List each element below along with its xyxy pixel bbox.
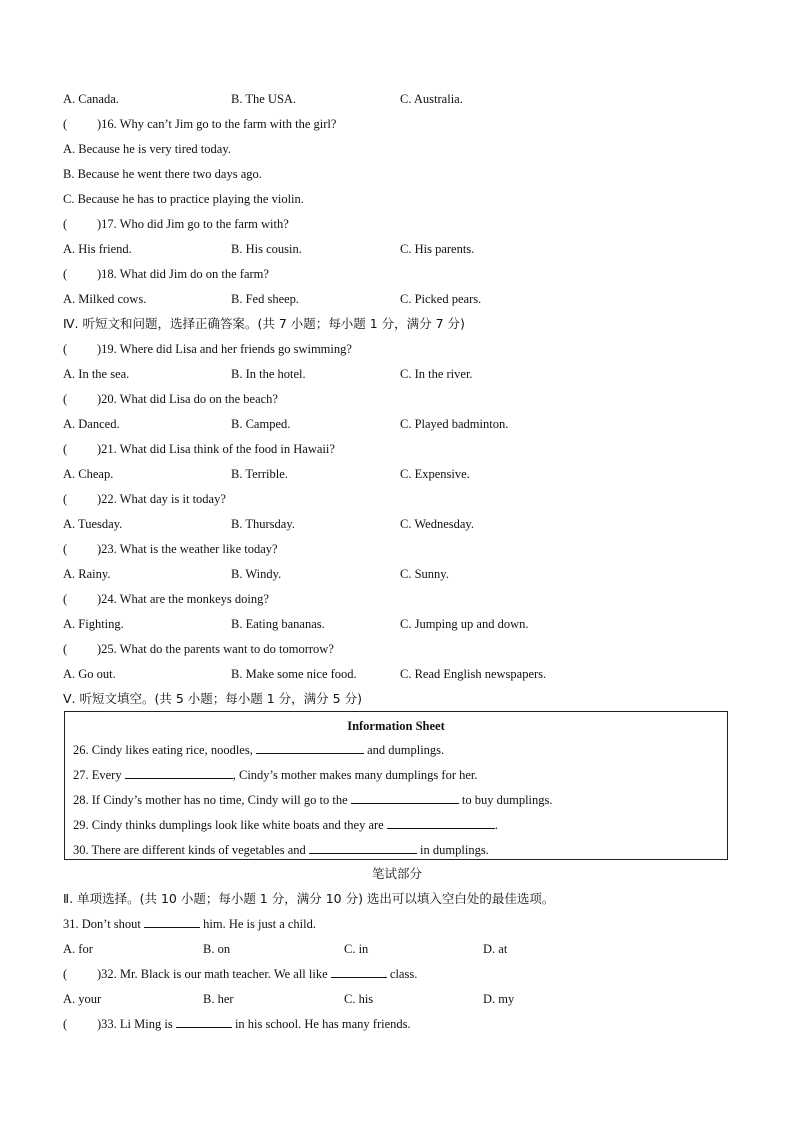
q32-stem: ( )32. Mr. Black is our math teacher. We all like class. <box>63 964 417 984</box>
q22-option-b: B. Thursday. <box>231 517 295 531</box>
q16-option-b: B. Because he went there two days ago. <box>63 167 262 181</box>
section-4-heading: Ⅳ. 听短文和问题，选择正确答案。(共 7 小题；每小题 1 分，满分 7 分) <box>63 316 465 331</box>
q29-line: 29. Cindy thinks dumplings look like white boats and they are . <box>73 818 498 832</box>
answer-paren[interactable]: ( <box>63 542 68 556</box>
q24-option-c: C. Jumping up and down. <box>400 617 529 631</box>
q22-stem: ( )22. What day is it today? <box>63 489 226 509</box>
q28-blank[interactable] <box>351 791 459 804</box>
q18-option-b: B. Fed sheep. <box>231 292 300 306</box>
q33-stem: ( )33. Li Ming is in his school. He has many friends. <box>63 1014 411 1034</box>
q32-option-b: B. her <box>203 992 234 1006</box>
q24-option-b: B. Eating bananas. <box>231 617 325 631</box>
q31-blank[interactable] <box>144 915 200 928</box>
q31-option-d: D. at <box>483 942 508 956</box>
q19-option-a: A. In the sea. <box>63 367 130 381</box>
information-sheet-title: Information Sheet <box>347 719 445 733</box>
q19-option-b: B. In the hotel. <box>231 367 306 381</box>
q23-stem: ( )23. What is the weather like today? <box>63 539 278 559</box>
q17-option-a: A. His friend. <box>63 242 132 256</box>
answer-paren[interactable]: ( <box>63 442 68 456</box>
q26-blank[interactable] <box>256 741 364 754</box>
q31-option-a: A. for <box>63 942 93 956</box>
q31-option-c: C. in <box>344 942 369 956</box>
answer-paren[interactable]: ( <box>63 217 68 231</box>
q18-option-a: A. Milked cows. <box>63 292 147 306</box>
q20-stem: ( )20. What did Lisa do on the beach? <box>63 389 278 409</box>
q17-stem: ( )17. Who did Jim go to the farm with? <box>63 214 289 234</box>
q32-option-c: C. his <box>344 992 374 1006</box>
q23-option-b: B. Windy. <box>231 567 282 581</box>
q26-line: 26. Cindy likes eating rice, noodles, and dumplings. <box>73 743 445 757</box>
q20-option-b: B. Camped. <box>231 417 291 431</box>
answer-paren[interactable]: ( <box>63 1017 68 1031</box>
q16-stem: ( )16. Why can’t Jim go to the farm with the girl? <box>63 114 336 134</box>
q25-option-b: B. Make some nice food. <box>231 667 357 681</box>
q27-line: 27. Every , Cindy’s mother makes many dumplings for her. <box>73 768 478 782</box>
q21-stem: ( )21. What did Lisa think of the food in Hawaii? <box>63 439 335 459</box>
q28-line: 28. If Cindy’s mother has no time, Cindy will go to the to buy dumplings. <box>73 793 553 807</box>
answer-paren[interactable]: ( <box>63 592 68 606</box>
q18-stem: ( )18. What did Jim do on the farm? <box>63 264 269 284</box>
q29-blank[interactable] <box>387 816 495 829</box>
q31-option-b: B. on <box>203 942 231 956</box>
section-2-heading: Ⅱ. 单项选择。(共 10 小题；每小题 1 分，满分 10 分) 选出可以填入空白处的最佳选项。 <box>63 891 555 906</box>
q20-option-a: A. Danced. <box>63 417 120 431</box>
answer-paren[interactable]: ( <box>63 492 68 506</box>
q30-line: 30. There are different kinds of vegetables and in dumplings. <box>73 843 489 857</box>
q19-stem: ( )19. Where did Lisa and her friends go swimming? <box>63 339 352 359</box>
q21-option-b: B. Terrible. <box>231 467 288 481</box>
q25-option-a: A. Go out. <box>63 667 116 681</box>
q17-option-c: C. His parents. <box>400 242 475 256</box>
answer-paren[interactable]: ( <box>63 267 68 281</box>
q15-option-a: A. Canada. <box>63 92 119 106</box>
answer-paren[interactable]: ( <box>63 342 68 356</box>
q33-blank[interactable] <box>176 1015 232 1028</box>
q32-blank[interactable] <box>331 965 387 978</box>
q25-option-c: C. Read English newspapers. <box>400 667 547 681</box>
q25-stem: ( )25. What do the parents want to do tomorrow? <box>63 639 334 659</box>
q31-stem: 31. Don’t shout him. He is just a child. <box>63 917 316 931</box>
q19-option-c: C. In the river. <box>400 367 473 381</box>
section-5-heading: Ⅴ. 听短文填空。(共 5 小题；每小题 1 分，满分 5 分) <box>63 691 362 706</box>
q21-option-c: C. Expensive. <box>400 467 470 481</box>
answer-paren[interactable]: ( <box>63 642 68 656</box>
q21-option-a: A. Cheap. <box>63 467 114 481</box>
q23-option-c: C. Sunny. <box>400 567 449 581</box>
answer-paren[interactable]: ( <box>63 967 68 981</box>
q16-option-c: C. Because he has to practice playing the violin. <box>63 192 304 206</box>
q27-blank[interactable] <box>125 766 233 779</box>
written-part-heading: 笔试部分 <box>371 866 422 881</box>
q15-option-b: B. The USA. <box>231 92 297 106</box>
q16-option-a: A. Because he is very tired today. <box>63 142 231 156</box>
q30-blank[interactable] <box>309 841 417 854</box>
q18-option-c: C. Picked pears. <box>400 292 482 306</box>
q32-option-a: A. your <box>63 992 102 1006</box>
answer-paren[interactable]: ( <box>63 392 68 406</box>
information-sheet <box>64 711 728 860</box>
q22-option-c: C. Wednesday. <box>400 517 474 531</box>
answer-paren[interactable]: ( <box>63 117 68 131</box>
q20-option-c: C. Played badminton. <box>400 417 509 431</box>
q24-stem: ( )24. What are the monkeys doing? <box>63 589 269 609</box>
q17-option-b: B. His cousin. <box>231 242 302 256</box>
q32-option-d: D. my <box>483 992 515 1006</box>
q24-option-a: A. Fighting. <box>63 617 124 631</box>
q22-option-a: A. Tuesday. <box>63 517 123 531</box>
q15-option-c: C. Australia. <box>400 92 463 106</box>
q23-option-a: A. Rainy. <box>63 567 111 581</box>
